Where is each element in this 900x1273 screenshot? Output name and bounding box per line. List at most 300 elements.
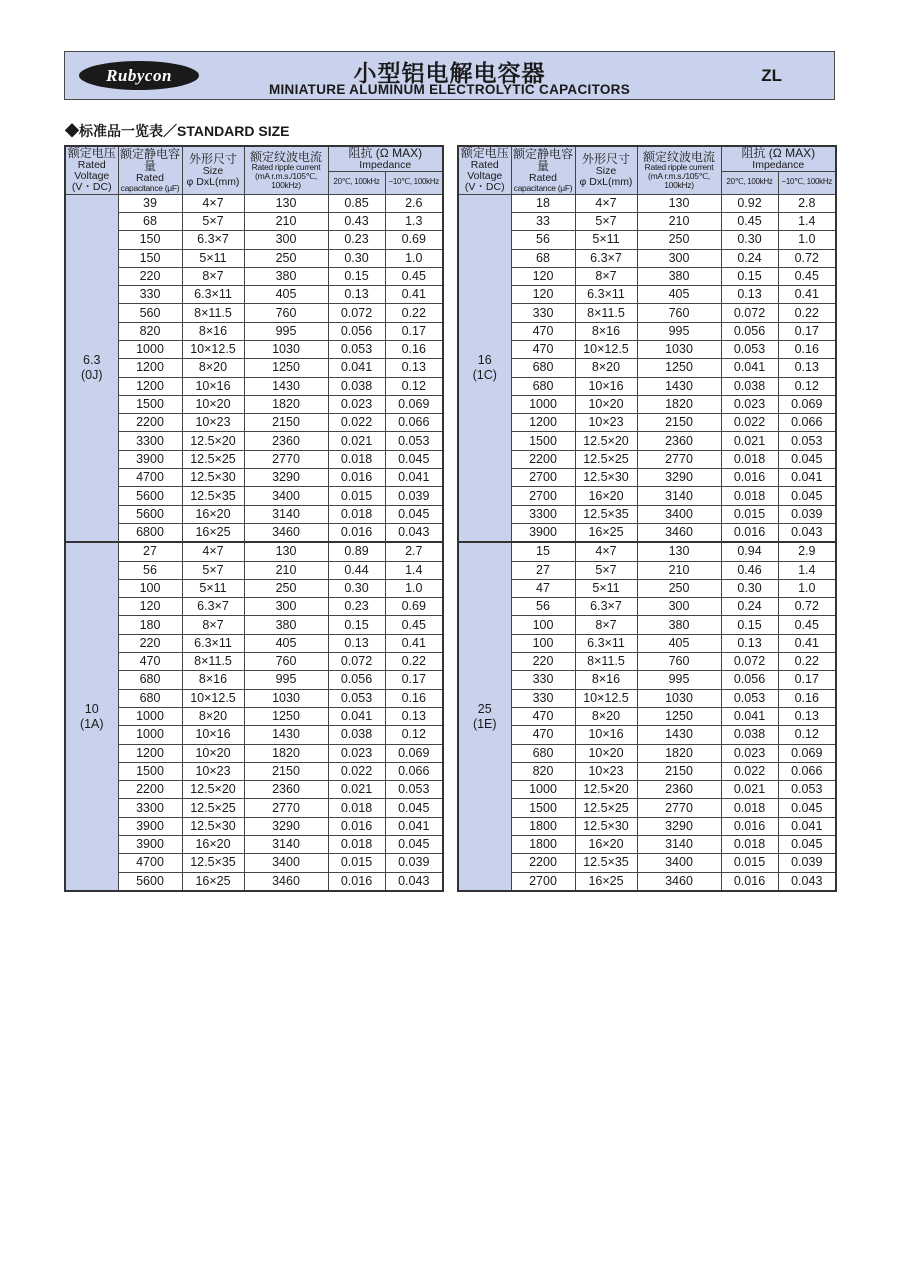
size-cell: 4×7 xyxy=(182,194,244,212)
impedance-minus10c-cell: 0.041 xyxy=(385,817,443,835)
ripple-current-cell: 2150 xyxy=(244,762,328,780)
impedance-20c-cell: 0.038 xyxy=(721,726,778,744)
size-cell: 5×11 xyxy=(182,249,244,267)
table-row xyxy=(65,542,443,561)
ripple-current-cell: 250 xyxy=(244,579,328,597)
size-cell: 10×12.5 xyxy=(182,340,244,358)
header-imp-minus10c: −10℃, 100kHz xyxy=(385,171,443,194)
table-row xyxy=(65,249,443,267)
ripple-current-cell: 405 xyxy=(244,634,328,652)
impedance-20c-cell: 0.072 xyxy=(328,304,385,322)
impedance-20c-cell: 0.43 xyxy=(328,212,385,230)
capacitance-cell: 820 xyxy=(118,322,182,340)
impedance-20c-cell: 0.023 xyxy=(328,744,385,762)
capacitance-cell: 330 xyxy=(511,304,575,322)
size-cell: 6.3×7 xyxy=(575,249,637,267)
impedance-20c-cell: 0.30 xyxy=(721,579,778,597)
impedance-minus10c-cell: 0.16 xyxy=(385,340,443,358)
impedance-minus10c-cell: 0.13 xyxy=(385,707,443,725)
impedance-20c-cell: 0.30 xyxy=(328,249,385,267)
size-cell: 5×11 xyxy=(575,231,637,249)
capacitance-cell: 3900 xyxy=(118,817,182,835)
impedance-20c-cell: 0.13 xyxy=(721,634,778,652)
header-size-unit: φ DxL(mm) xyxy=(186,175,240,188)
table-row xyxy=(65,799,443,817)
table-row xyxy=(458,707,836,725)
header-ripple-en: Rated ripple current xyxy=(251,162,321,173)
ripple-current-cell: 1430 xyxy=(637,726,721,744)
size-cell: 8×20 xyxy=(575,707,637,725)
table-row xyxy=(458,726,836,744)
impedance-20c-cell: 0.018 xyxy=(721,487,778,505)
impedance-minus10c-cell: 0.039 xyxy=(778,854,836,872)
ripple-current-cell: 3460 xyxy=(244,523,328,542)
size-cell: 5×7 xyxy=(182,212,244,230)
ripple-current-cell: 210 xyxy=(637,212,721,230)
impedance-20c-cell: 0.30 xyxy=(328,579,385,597)
header-cap-en1: Rated xyxy=(528,171,558,184)
capacitance-cell: 220 xyxy=(511,653,575,671)
header-size-en: Size xyxy=(595,164,617,177)
impedance-minus10c-cell: 0.066 xyxy=(778,414,836,432)
capacitance-cell: 470 xyxy=(118,653,182,671)
ripple-current-cell: 3400 xyxy=(637,854,721,872)
impedance-minus10c-cell: 0.17 xyxy=(778,671,836,689)
impedance-minus10c-cell: 0.41 xyxy=(778,286,836,304)
impedance-20c-cell: 0.13 xyxy=(328,286,385,304)
table-row xyxy=(458,505,836,523)
table-row xyxy=(65,377,443,395)
impedance-minus10c-cell: 0.045 xyxy=(385,836,443,854)
impedance-20c-cell: 0.022 xyxy=(328,414,385,432)
ripple-current-cell: 1030 xyxy=(244,340,328,358)
capacitance-cell: 68 xyxy=(511,249,575,267)
impedance-20c-cell: 0.016 xyxy=(328,872,385,891)
header-cap-cn: 额定静电容量 xyxy=(512,146,573,174)
section-title: ◆标准品一览表／STANDARD SIZE xyxy=(65,123,290,139)
impedance-20c-cell: 0.94 xyxy=(721,542,778,561)
ripple-current-cell: 1030 xyxy=(637,340,721,358)
table-row xyxy=(458,340,836,358)
size-cell: 5×7 xyxy=(575,561,637,579)
size-cell: 16×25 xyxy=(575,523,637,542)
impedance-minus10c-cell: 0.066 xyxy=(385,414,443,432)
voltage-code: (1C) xyxy=(472,367,497,382)
capacitance-cell: 100 xyxy=(511,616,575,634)
header-ripple-en: Rated ripple current xyxy=(644,162,714,173)
table-row xyxy=(458,450,836,468)
ripple-current-cell: 130 xyxy=(637,194,721,212)
table-row xyxy=(458,653,836,671)
impedance-minus10c-cell: 0.053 xyxy=(778,432,836,450)
table-row xyxy=(65,671,443,689)
table-row xyxy=(65,561,443,579)
header-voltage xyxy=(65,146,118,194)
table-row xyxy=(65,854,443,872)
table-row xyxy=(458,395,836,413)
capacitance-cell: 1500 xyxy=(511,432,575,450)
impedance-minus10c-cell: 0.045 xyxy=(778,450,836,468)
impedance-20c-cell: 0.018 xyxy=(328,799,385,817)
capacitance-cell: 1800 xyxy=(511,817,575,835)
table-header xyxy=(458,146,836,194)
impedance-minus10c-cell: 0.039 xyxy=(385,854,443,872)
impedance-minus10c-cell: 0.45 xyxy=(385,616,443,634)
capacitance-cell: 680 xyxy=(118,689,182,707)
capacitance-cell: 1000 xyxy=(118,340,182,358)
table-row xyxy=(458,523,836,542)
capacitance-cell: 5600 xyxy=(118,872,182,891)
size-cell: 16×25 xyxy=(182,872,244,891)
impedance-20c-cell: 0.021 xyxy=(721,432,778,450)
impedance-minus10c-cell: 0.22 xyxy=(778,653,836,671)
impedance-20c-cell: 0.015 xyxy=(721,854,778,872)
table-row xyxy=(458,542,836,561)
table-row xyxy=(458,377,836,395)
table-row xyxy=(458,817,836,835)
capacitance-cell: 47 xyxy=(511,579,575,597)
capacitance-cell: 680 xyxy=(511,377,575,395)
impedance-minus10c-cell: 0.12 xyxy=(385,377,443,395)
impedance-minus10c-cell: 0.16 xyxy=(778,689,836,707)
capacitance-cell: 100 xyxy=(511,634,575,652)
size-cell: 12.5×25 xyxy=(182,450,244,468)
table-row xyxy=(458,432,836,450)
size-cell: 16×20 xyxy=(575,487,637,505)
impedance-minus10c-cell: 0.69 xyxy=(385,598,443,616)
capacitance-cell: 3900 xyxy=(118,836,182,854)
header-imp-minus10c: −10℃, 100kHz xyxy=(778,171,836,194)
capacitance-cell: 1800 xyxy=(511,836,575,854)
size-cell: 5×11 xyxy=(575,579,637,597)
table-row xyxy=(458,414,836,432)
header-voltage-en2: Voltage xyxy=(467,170,503,183)
impedance-20c-cell: 0.053 xyxy=(328,689,385,707)
capacitance-cell: 150 xyxy=(118,249,182,267)
ripple-current-cell: 3140 xyxy=(637,836,721,854)
impedance-minus10c-cell: 0.053 xyxy=(385,432,443,450)
impedance-20c-cell: 0.018 xyxy=(721,836,778,854)
series-code: ZL xyxy=(761,66,782,85)
voltage-group-cell xyxy=(65,542,118,891)
size-cell: 5×11 xyxy=(182,579,244,597)
ripple-current-cell: 210 xyxy=(244,561,328,579)
header-voltage xyxy=(458,146,511,194)
size-cell: 8×7 xyxy=(575,267,637,285)
size-cell: 10×12.5 xyxy=(575,689,637,707)
capacitance-cell: 1000 xyxy=(118,707,182,725)
capacitance-cell: 150 xyxy=(118,231,182,249)
ripple-current-cell: 3400 xyxy=(244,854,328,872)
voltage-code: (1A) xyxy=(79,716,104,731)
impedance-20c-cell: 0.23 xyxy=(328,231,385,249)
page-title-en: MINIATURE ALUMINUM ELECTROLYTIC CAPACITORS xyxy=(268,82,631,97)
spec-table-left xyxy=(64,145,444,892)
table-row xyxy=(458,249,836,267)
size-cell: 4×7 xyxy=(575,542,637,561)
ripple-current-cell: 3140 xyxy=(244,505,328,523)
ripple-current-cell: 2770 xyxy=(244,450,328,468)
table-row xyxy=(65,469,443,487)
capacitance-cell: 180 xyxy=(118,616,182,634)
table-row xyxy=(458,634,836,652)
ripple-current-cell: 3460 xyxy=(244,872,328,891)
table-row xyxy=(458,762,836,780)
size-cell: 4×7 xyxy=(182,542,244,561)
ripple-current-cell: 2770 xyxy=(637,450,721,468)
size-cell: 12.5×30 xyxy=(575,817,637,835)
ripple-current-cell: 380 xyxy=(244,616,328,634)
size-cell: 8×20 xyxy=(182,707,244,725)
ripple-current-cell: 1030 xyxy=(244,689,328,707)
header-imp-en: Impedance xyxy=(752,158,805,171)
header-capacitance xyxy=(511,146,575,194)
ripple-current-cell: 3140 xyxy=(637,487,721,505)
size-cell: 8×11.5 xyxy=(182,304,244,322)
table-row xyxy=(65,322,443,340)
impedance-minus10c-cell: 0.22 xyxy=(385,304,443,322)
impedance-minus10c-cell: 0.039 xyxy=(778,505,836,523)
impedance-minus10c-cell: 0.22 xyxy=(778,304,836,322)
header-ripple-unit: (mA r.m.s./105℃, 100kHz) xyxy=(255,171,317,191)
impedance-minus10c-cell: 0.045 xyxy=(385,450,443,468)
capacitance-cell: 56 xyxy=(118,561,182,579)
table-row xyxy=(65,395,443,413)
capacitance-cell: 2700 xyxy=(511,872,575,891)
table-row xyxy=(65,634,443,652)
ripple-current-cell: 300 xyxy=(244,598,328,616)
table-row xyxy=(458,579,836,597)
impedance-20c-cell: 0.85 xyxy=(328,194,385,212)
impedance-20c-cell: 0.15 xyxy=(721,267,778,285)
size-cell: 10×20 xyxy=(182,395,244,413)
size-cell: 12.5×25 xyxy=(575,450,637,468)
header-voltage-cn: 额定电压 xyxy=(460,146,509,161)
impedance-minus10c-cell: 0.069 xyxy=(385,744,443,762)
impedance-20c-cell: 0.053 xyxy=(328,340,385,358)
table-row xyxy=(65,304,443,322)
header-imp-en: Impedance xyxy=(359,158,412,171)
capacitance-cell: 3300 xyxy=(511,505,575,523)
ripple-current-cell: 300 xyxy=(637,598,721,616)
impedance-20c-cell: 0.24 xyxy=(721,249,778,267)
table-row xyxy=(65,414,443,432)
impedance-minus10c-cell: 1.4 xyxy=(778,212,836,230)
ripple-current-cell: 300 xyxy=(244,231,328,249)
table-row xyxy=(65,505,443,523)
capacitance-cell: 820 xyxy=(511,762,575,780)
impedance-minus10c-cell: 0.72 xyxy=(778,249,836,267)
ripple-current-cell: 130 xyxy=(244,542,328,561)
ripple-current-cell: 1250 xyxy=(244,707,328,725)
ripple-current-cell: 405 xyxy=(637,286,721,304)
impedance-minus10c-cell: 0.69 xyxy=(385,231,443,249)
impedance-minus10c-cell: 0.045 xyxy=(778,799,836,817)
table-row xyxy=(458,854,836,872)
ripple-current-cell: 1820 xyxy=(637,744,721,762)
size-cell: 16×20 xyxy=(575,836,637,854)
header-voltage-en2: Voltage xyxy=(74,170,110,183)
impedance-20c-cell: 0.13 xyxy=(328,634,385,652)
size-cell: 8×16 xyxy=(575,671,637,689)
impedance-minus10c-cell: 0.041 xyxy=(778,469,836,487)
voltage-code: (1E) xyxy=(472,716,497,731)
impedance-minus10c-cell: 0.039 xyxy=(385,487,443,505)
capacitance-cell: 120 xyxy=(511,286,575,304)
header-size-en: Size xyxy=(202,164,224,177)
impedance-20c-cell: 0.056 xyxy=(328,671,385,689)
impedance-minus10c-cell: 0.045 xyxy=(385,505,443,523)
voltage-group-cell xyxy=(65,194,118,542)
impedance-minus10c-cell: 0.22 xyxy=(385,653,443,671)
capacitance-cell: 33 xyxy=(511,212,575,230)
ripple-current-cell: 130 xyxy=(244,194,328,212)
impedance-20c-cell: 0.15 xyxy=(328,616,385,634)
size-cell: 6.3×11 xyxy=(182,286,244,304)
ripple-current-cell: 250 xyxy=(637,231,721,249)
table-row xyxy=(65,579,443,597)
impedance-20c-cell: 0.016 xyxy=(721,817,778,835)
header-cap-cn: 额定静电容量 xyxy=(119,146,180,174)
capacitance-cell: 2700 xyxy=(511,487,575,505)
impedance-minus10c-cell: 0.066 xyxy=(778,762,836,780)
size-cell: 8×20 xyxy=(182,359,244,377)
table-row xyxy=(458,194,836,212)
voltage-group-cell xyxy=(458,194,511,542)
ripple-current-cell: 130 xyxy=(637,542,721,561)
header-voltage-unit: (V・DC) xyxy=(71,181,112,194)
size-cell: 10×20 xyxy=(182,744,244,762)
ripple-current-cell: 405 xyxy=(637,634,721,652)
table-row xyxy=(65,523,443,542)
impedance-20c-cell: 0.038 xyxy=(328,726,385,744)
capacitance-cell: 220 xyxy=(118,267,182,285)
ripple-current-cell: 2150 xyxy=(244,414,328,432)
capacitance-cell: 1200 xyxy=(511,414,575,432)
impedance-20c-cell: 0.056 xyxy=(328,322,385,340)
impedance-minus10c-cell: 0.17 xyxy=(385,671,443,689)
table-row xyxy=(458,744,836,762)
impedance-20c-cell: 0.018 xyxy=(721,450,778,468)
capacitance-cell: 2200 xyxy=(118,414,182,432)
capacitance-cell: 2200 xyxy=(118,781,182,799)
table-row xyxy=(458,836,836,854)
ripple-current-cell: 1250 xyxy=(637,707,721,725)
header-ripple-cn: 额定纹波电流 xyxy=(249,149,322,164)
capacitance-cell: 5600 xyxy=(118,505,182,523)
size-cell: 12.5×25 xyxy=(182,799,244,817)
capacitance-cell: 470 xyxy=(511,322,575,340)
header-size-unit: φ DxL(mm) xyxy=(579,175,633,188)
capacitance-cell: 100 xyxy=(118,579,182,597)
header-size-cn: 外形尺寸 xyxy=(581,151,630,166)
capacitance-cell: 2700 xyxy=(511,469,575,487)
impedance-20c-cell: 0.023 xyxy=(721,395,778,413)
table-row xyxy=(458,616,836,634)
header-ripple-cn: 额定纹波电流 xyxy=(642,149,715,164)
impedance-minus10c-cell: 1.3 xyxy=(385,212,443,230)
size-cell: 8×16 xyxy=(575,322,637,340)
capacitance-cell: 68 xyxy=(118,212,182,230)
impedance-20c-cell: 0.015 xyxy=(328,487,385,505)
impedance-20c-cell: 0.022 xyxy=(721,762,778,780)
capacitance-cell: 15 xyxy=(511,542,575,561)
table-row xyxy=(458,231,836,249)
capacitance-cell: 39 xyxy=(118,194,182,212)
voltage-group-cell xyxy=(458,542,511,891)
table-row xyxy=(65,450,443,468)
header-voltage-unit: (V・DC) xyxy=(464,181,505,194)
ripple-current-cell: 2360 xyxy=(637,781,721,799)
rubycon-logo: Rubycon xyxy=(79,61,199,90)
impedance-minus10c-cell: 0.043 xyxy=(385,872,443,891)
table-row xyxy=(65,598,443,616)
impedance-20c-cell: 0.041 xyxy=(328,707,385,725)
size-cell: 8×16 xyxy=(182,322,244,340)
impedance-20c-cell: 0.018 xyxy=(721,799,778,817)
capacitance-cell: 1000 xyxy=(511,395,575,413)
table-row xyxy=(458,799,836,817)
header-impedance xyxy=(721,146,836,171)
impedance-20c-cell: 0.018 xyxy=(328,505,385,523)
ripple-current-cell: 2150 xyxy=(637,414,721,432)
impedance-20c-cell: 0.44 xyxy=(328,561,385,579)
size-cell: 12.5×20 xyxy=(575,432,637,450)
ripple-current-cell: 380 xyxy=(637,267,721,285)
table-row xyxy=(65,359,443,377)
table-row xyxy=(458,781,836,799)
size-cell: 6.3×11 xyxy=(575,634,637,652)
header-imp-20c: 20℃, 100kHz xyxy=(721,171,778,194)
header-size xyxy=(182,146,244,194)
table-row xyxy=(458,286,836,304)
ripple-current-cell: 3400 xyxy=(637,505,721,523)
size-cell: 10×16 xyxy=(575,726,637,744)
voltage-value: 25 xyxy=(477,701,492,716)
impedance-20c-cell: 0.016 xyxy=(721,523,778,542)
impedance-minus10c-cell: 0.12 xyxy=(385,726,443,744)
impedance-minus10c-cell: 0.12 xyxy=(778,377,836,395)
impedance-20c-cell: 0.23 xyxy=(328,598,385,616)
table-row xyxy=(458,267,836,285)
impedance-minus10c-cell: 0.043 xyxy=(385,523,443,542)
impedance-minus10c-cell: 0.16 xyxy=(778,340,836,358)
table-row xyxy=(65,726,443,744)
ripple-current-cell: 2360 xyxy=(637,432,721,450)
capacitance-cell: 56 xyxy=(511,598,575,616)
table-row xyxy=(65,286,443,304)
impedance-minus10c-cell: 0.043 xyxy=(778,872,836,891)
impedance-20c-cell: 0.92 xyxy=(721,194,778,212)
table-row xyxy=(65,762,443,780)
capacitance-cell: 120 xyxy=(118,598,182,616)
capacitance-cell: 330 xyxy=(118,286,182,304)
header-cap-en2: capacitance (μF) xyxy=(513,182,573,193)
header-imp-cn: 阻抗 (Ω MAX) xyxy=(348,146,423,160)
impedance-20c-cell: 0.056 xyxy=(721,322,778,340)
ripple-current-cell: 3290 xyxy=(637,817,721,835)
table-row xyxy=(65,744,443,762)
impedance-minus10c-cell: 2.9 xyxy=(778,542,836,561)
table-row xyxy=(458,469,836,487)
ripple-current-cell: 2770 xyxy=(637,799,721,817)
impedance-20c-cell: 0.24 xyxy=(721,598,778,616)
ripple-current-cell: 1430 xyxy=(637,377,721,395)
impedance-minus10c-cell: 0.41 xyxy=(385,286,443,304)
impedance-minus10c-cell: 0.45 xyxy=(385,267,443,285)
impedance-minus10c-cell: 0.13 xyxy=(778,359,836,377)
ripple-current-cell: 380 xyxy=(244,267,328,285)
